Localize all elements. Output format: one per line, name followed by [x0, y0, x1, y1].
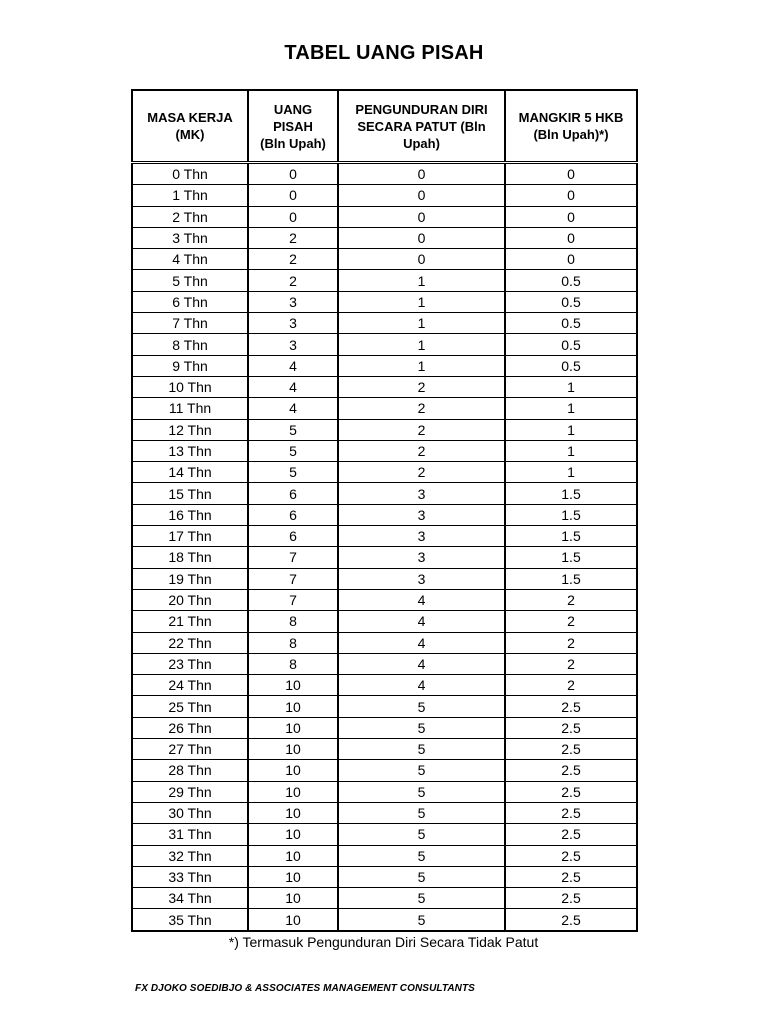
table-row — [132, 526, 637, 547]
table-row — [132, 888, 637, 909]
table-row — [132, 781, 637, 802]
cell-uang-pisah: 10 — [248, 675, 338, 696]
cell-pengunduran-diri: 3 — [338, 526, 505, 547]
cell-mangkir: 2.5 — [505, 909, 637, 931]
cell-uang-pisah: 4 — [248, 355, 338, 376]
table-body — [132, 163, 637, 931]
table-row — [132, 483, 637, 504]
cell-pengunduran-diri: 1 — [338, 355, 505, 376]
table-row — [132, 291, 637, 312]
table-row — [132, 440, 637, 461]
cell-uang-pisah: 10 — [248, 824, 338, 845]
header-line: Upah) — [403, 135, 440, 151]
cell-masa-kerja: 17 Thn — [132, 526, 248, 547]
table-row — [132, 504, 637, 525]
cell-uang-pisah: 5 — [248, 462, 338, 483]
cell-pengunduran-diri: 2 — [338, 440, 505, 461]
cell-masa-kerja: 23 Thn — [132, 653, 248, 674]
cell-uang-pisah: 3 — [248, 291, 338, 312]
cell-uang-pisah: 0 — [248, 206, 338, 227]
cell-masa-kerja: 2 Thn — [132, 206, 248, 227]
cell-mangkir: 0 — [505, 227, 637, 248]
cell-mangkir: 1 — [505, 376, 637, 397]
cell-mangkir: 2.5 — [505, 866, 637, 887]
cell-masa-kerja: 25 Thn — [132, 696, 248, 717]
cell-pengunduran-diri: 5 — [338, 696, 505, 717]
cell-uang-pisah: 10 — [248, 739, 338, 760]
cell-mangkir: 0.5 — [505, 355, 637, 376]
cell-uang-pisah: 10 — [248, 802, 338, 823]
cell-pengunduran-diri: 0 — [338, 249, 505, 270]
header-line: SECARA PATUT (Bln — [357, 118, 486, 134]
table-row — [132, 334, 637, 355]
cell-mangkir: 0.5 — [505, 270, 637, 291]
cell-masa-kerja: 15 Thn — [132, 483, 248, 504]
cell-pengunduran-diri: 4 — [338, 632, 505, 653]
header-masa-kerja — [132, 90, 248, 163]
table-row — [132, 185, 637, 206]
cell-mangkir: 2.5 — [505, 824, 637, 845]
cell-uang-pisah: 5 — [248, 419, 338, 440]
cell-uang-pisah: 3 — [248, 313, 338, 334]
table-row — [132, 398, 637, 419]
cell-masa-kerja: 1 Thn — [132, 185, 248, 206]
cell-mangkir: 1 — [505, 462, 637, 483]
cell-pengunduran-diri: 4 — [338, 653, 505, 674]
table-row — [132, 568, 637, 589]
cell-masa-kerja: 19 Thn — [132, 568, 248, 589]
cell-uang-pisah: 8 — [248, 611, 338, 632]
cell-mangkir: 0.5 — [505, 291, 637, 312]
cell-uang-pisah: 10 — [248, 696, 338, 717]
cell-pengunduran-diri: 3 — [338, 483, 505, 504]
cell-mangkir: 2.5 — [505, 845, 637, 866]
cell-masa-kerja: 4 Thn — [132, 249, 248, 270]
cell-uang-pisah: 2 — [248, 227, 338, 248]
cell-uang-pisah: 10 — [248, 760, 338, 781]
cell-masa-kerja: 13 Thn — [132, 440, 248, 461]
cell-uang-pisah: 10 — [248, 888, 338, 909]
footnote: *) Termasuk Pengunduran Diri Secara Tidak Patut — [228, 934, 539, 950]
header-mangkir — [505, 90, 637, 163]
cell-pengunduran-diri: 5 — [338, 781, 505, 802]
severance-table — [131, 89, 638, 932]
table-row — [132, 589, 637, 610]
table-row — [132, 632, 637, 653]
cell-mangkir: 0 — [505, 185, 637, 206]
cell-pengunduran-diri: 2 — [338, 462, 505, 483]
cell-masa-kerja: 29 Thn — [132, 781, 248, 802]
cell-uang-pisah: 0 — [248, 185, 338, 206]
cell-pengunduran-diri: 5 — [338, 845, 505, 866]
cell-uang-pisah: 4 — [248, 398, 338, 419]
table-row — [132, 909, 637, 931]
header-line: UANG — [273, 101, 313, 117]
cell-masa-kerja: 0 Thn — [132, 163, 248, 185]
cell-masa-kerja: 3 Thn — [132, 227, 248, 248]
cell-pengunduran-diri: 2 — [338, 376, 505, 397]
table-row — [132, 227, 637, 248]
cell-masa-kerja: 9 Thn — [132, 355, 248, 376]
cell-pengunduran-diri: 5 — [338, 824, 505, 845]
cell-masa-kerja: 11 Thn — [132, 398, 248, 419]
cell-masa-kerja: 6 Thn — [132, 291, 248, 312]
cell-uang-pisah: 2 — [248, 249, 338, 270]
cell-pengunduran-diri: 1 — [338, 270, 505, 291]
cell-pengunduran-diri: 0 — [338, 163, 505, 185]
header-pengunduran-diri — [338, 90, 505, 163]
cell-pengunduran-diri: 2 — [338, 398, 505, 419]
cell-pengunduran-diri: 5 — [338, 739, 505, 760]
cell-masa-kerja: 7 Thn — [132, 313, 248, 334]
cell-mangkir: 2.5 — [505, 760, 637, 781]
cell-masa-kerja: 18 Thn — [132, 547, 248, 568]
table-row — [132, 462, 637, 483]
cell-masa-kerja: 14 Thn — [132, 462, 248, 483]
table-row — [132, 739, 637, 760]
cell-uang-pisah: 10 — [248, 845, 338, 866]
cell-pengunduran-diri: 0 — [338, 227, 505, 248]
cell-masa-kerja: 20 Thn — [132, 589, 248, 610]
cell-masa-kerja: 35 Thn — [132, 909, 248, 931]
cell-mangkir: 1 — [505, 419, 637, 440]
table-row — [132, 547, 637, 568]
table-row — [132, 249, 637, 270]
cell-mangkir: 2.5 — [505, 802, 637, 823]
cell-uang-pisah: 7 — [248, 568, 338, 589]
cell-mangkir: 1.5 — [505, 483, 637, 504]
table-row — [132, 355, 637, 376]
cell-pengunduran-diri: 5 — [338, 866, 505, 887]
cell-uang-pisah: 10 — [248, 866, 338, 887]
cell-uang-pisah: 4 — [248, 376, 338, 397]
cell-mangkir: 1.5 — [505, 526, 637, 547]
cell-mangkir: 0 — [505, 249, 637, 270]
footer-credit: FX DJOKO SOEDIBJO & ASSOCIATES MANAGEMENT CONSULTANTS — [135, 983, 475, 994]
cell-masa-kerja: 21 Thn — [132, 611, 248, 632]
table-row — [132, 802, 637, 823]
cell-mangkir: 2.5 — [505, 888, 637, 909]
header-line: (Bln Upah)*) — [533, 127, 609, 142]
cell-pengunduran-diri: 3 — [338, 504, 505, 525]
header-uang-pisah — [248, 90, 338, 163]
table-row — [132, 866, 637, 887]
cell-uang-pisah: 6 — [248, 483, 338, 504]
cell-uang-pisah: 7 — [248, 589, 338, 610]
table-row — [132, 313, 637, 334]
cell-pengunduran-diri: 1 — [338, 313, 505, 334]
cell-masa-kerja: 33 Thn — [132, 866, 248, 887]
cell-mangkir: 2 — [505, 632, 637, 653]
table-row — [132, 653, 637, 674]
table-row — [132, 270, 637, 291]
cell-masa-kerja: 8 Thn — [132, 334, 248, 355]
table-header — [132, 90, 637, 163]
cell-pengunduran-diri: 4 — [338, 611, 505, 632]
cell-uang-pisah: 6 — [248, 526, 338, 547]
cell-mangkir: 2.5 — [505, 739, 637, 760]
cell-uang-pisah: 7 — [248, 547, 338, 568]
cell-pengunduran-diri: 5 — [338, 802, 505, 823]
cell-uang-pisah: 3 — [248, 334, 338, 355]
header-line: MASA KERJA — [147, 110, 233, 125]
header-line: PISAH — [273, 118, 313, 134]
table-row — [132, 419, 637, 440]
table-row — [132, 611, 637, 632]
page-title: TABEL UANG PISAH — [284, 42, 484, 64]
table-row — [132, 163, 637, 185]
severance-table-container — [131, 89, 636, 932]
cell-masa-kerja: 5 Thn — [132, 270, 248, 291]
cell-pengunduran-diri: 5 — [338, 888, 505, 909]
cell-mangkir: 2 — [505, 675, 637, 696]
cell-masa-kerja: 30 Thn — [132, 802, 248, 823]
header-line: (Bln Upah) — [260, 135, 326, 151]
cell-uang-pisah: 2 — [248, 270, 338, 291]
cell-pengunduran-diri: 3 — [338, 547, 505, 568]
cell-pengunduran-diri: 0 — [338, 206, 505, 227]
cell-uang-pisah: 10 — [248, 909, 338, 931]
table-row — [132, 696, 637, 717]
table-row — [132, 206, 637, 227]
cell-pengunduran-diri: 4 — [338, 675, 505, 696]
table-row — [132, 675, 637, 696]
cell-masa-kerja: 12 Thn — [132, 419, 248, 440]
cell-masa-kerja: 31 Thn — [132, 824, 248, 845]
cell-uang-pisah: 5 — [248, 440, 338, 461]
cell-masa-kerja: 34 Thn — [132, 888, 248, 909]
table-row — [132, 717, 637, 738]
cell-pengunduran-diri: 4 — [338, 589, 505, 610]
cell-masa-kerja: 26 Thn — [132, 717, 248, 738]
cell-masa-kerja: 16 Thn — [132, 504, 248, 525]
cell-mangkir: 0.5 — [505, 313, 637, 334]
header-line: PENGUNDURAN DIRI — [355, 101, 488, 117]
table-row — [132, 376, 637, 397]
table-row — [132, 845, 637, 866]
cell-masa-kerja: 32 Thn — [132, 845, 248, 866]
cell-uang-pisah: 10 — [248, 717, 338, 738]
cell-mangkir: 0.5 — [505, 334, 637, 355]
cell-pengunduran-diri: 5 — [338, 909, 505, 931]
cell-mangkir: 2 — [505, 589, 637, 610]
header-line: MANGKIR 5 HKB — [518, 110, 624, 125]
cell-masa-kerja: 28 Thn — [132, 760, 248, 781]
cell-masa-kerja: 24 Thn — [132, 675, 248, 696]
cell-mangkir: 0 — [505, 163, 637, 185]
cell-pengunduran-diri: 3 — [338, 568, 505, 589]
cell-mangkir: 0 — [505, 206, 637, 227]
cell-mangkir: 2.5 — [505, 717, 637, 738]
header-line: (MK) — [175, 127, 205, 142]
cell-masa-kerja: 10 Thn — [132, 376, 248, 397]
cell-pengunduran-diri: 1 — [338, 291, 505, 312]
cell-mangkir: 2.5 — [505, 781, 637, 802]
cell-masa-kerja: 27 Thn — [132, 739, 248, 760]
cell-pengunduran-diri: 5 — [338, 760, 505, 781]
cell-pengunduran-diri: 5 — [338, 717, 505, 738]
cell-masa-kerja: 22 Thn — [132, 632, 248, 653]
cell-mangkir: 1.5 — [505, 568, 637, 589]
table-row — [132, 824, 637, 845]
cell-uang-pisah: 10 — [248, 781, 338, 802]
cell-uang-pisah: 8 — [248, 632, 338, 653]
cell-mangkir: 1 — [505, 398, 637, 419]
table-row — [132, 760, 637, 781]
cell-mangkir: 2 — [505, 611, 637, 632]
cell-mangkir: 1.5 — [505, 504, 637, 525]
cell-mangkir: 1 — [505, 440, 637, 461]
cell-uang-pisah: 6 — [248, 504, 338, 525]
cell-uang-pisah: 8 — [248, 653, 338, 674]
header-row — [132, 90, 637, 163]
cell-uang-pisah: 0 — [248, 163, 338, 185]
cell-mangkir: 2 — [505, 653, 637, 674]
cell-mangkir: 1.5 — [505, 547, 637, 568]
cell-mangkir: 2.5 — [505, 696, 637, 717]
cell-pengunduran-diri: 0 — [338, 185, 505, 206]
cell-pengunduran-diri: 2 — [338, 419, 505, 440]
cell-pengunduran-diri: 1 — [338, 334, 505, 355]
